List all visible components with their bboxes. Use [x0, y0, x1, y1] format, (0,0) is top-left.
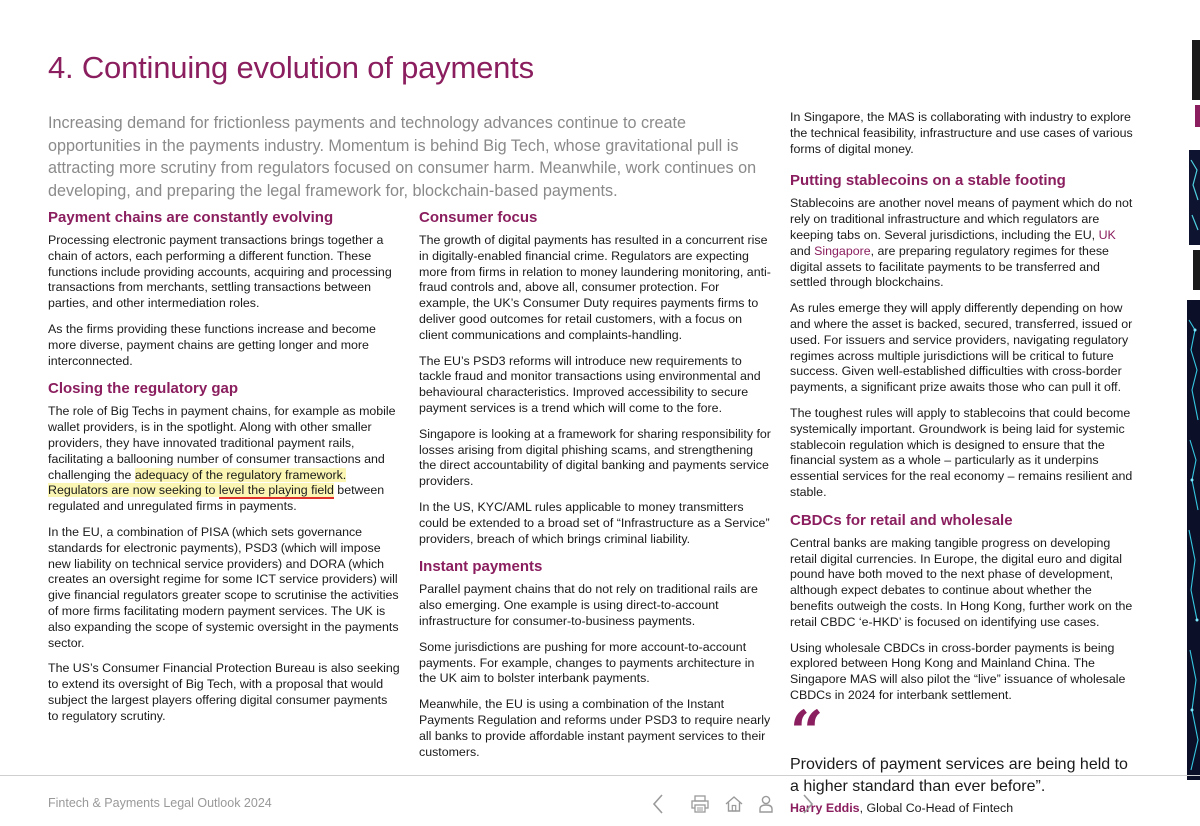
paragraph [790, 196, 1135, 291]
paragraph: Singapore is looking at a framework for sharing responsibility for losses arising from digital phishing scams, and strengthening the direct accountability of digital banking and payments service providers. [419, 426, 771, 489]
section-heading: Payment chains are constantly evolving [48, 209, 334, 226]
section-heading: CBDCs for retail and wholesale [790, 511, 1013, 529]
quote-text: Providers of payment services are being held to a higher standard than ever before”. [790, 755, 1128, 795]
paragraph: The EU’s PSD3 reforms will introduce new requirements to tackle fraud and monitor transactions using environmental and behavioural characteristics. Improved accessibility to secure payment services is a trend which will come to the fore. [419, 353, 761, 415]
section-consumer-focus [419, 208, 771, 547]
paragraph: Meanwhile, the EU is using a combination of the Instant Payments Regulation and reforms under PSD3 to require nearly all banks to provide affordable instant payment services to their customers. [419, 697, 771, 759]
section-heading: Consumer focus [419, 209, 538, 226]
decorative-circuit-art [1183, 0, 1200, 800]
paragraph: As rules emerge they will apply differently depending on how and where the asset is backed, secured, transferred, issued or used. For issuers and service providers, navigating regulatory regimes across multiple jurisdictions will be critical to future success. Given well-established difficulties with cross-border payments, a significant prize awaits those who can pull it off. [790, 301, 1133, 395]
section-heading: Putting stablecoins on a stable footing [790, 172, 1066, 190]
quote-author: Harry Eddis [790, 800, 860, 815]
section-instant-payments [419, 557, 771, 760]
chevron-left-icon[interactable] [646, 792, 670, 816]
paragraph: As the firms providing these functions increase and become more diverse, payment chains are getting longer and more interconnected. [48, 321, 376, 368]
section-stablecoins [790, 171, 1135, 500]
section-regulatory-gap [48, 379, 400, 724]
paragraph: The growth of digital payments has resulted in a concurrent rise in digitally-enabled financial crime. Regulators are expecting more from firms in relation to money laundering monitoring, anti-fraud controls and, above all, consumer protection. For example, the UK’s Consumer Duty requires payments firms to deliver good outcomes for retail customers, with a focus on client communications and complaints-handling. [419, 233, 771, 342]
footer-title: Fintech & Payments Legal Outlook 2024 [48, 796, 272, 810]
paragraph: In the US, KYC/AML rules applicable to money transmitters could be extended to a broad set of “Infrastructure as a Service” providers, breach of which brings criminal liability. [419, 499, 770, 546]
link-singapore[interactable]: Singapore [814, 243, 871, 258]
print-icon[interactable] [688, 792, 712, 816]
paragraph: In the EU, a combination of PISA (which sets governance standards for electronic payments), PSD3 (which will impose new liability on technical service providers) and DORA (which creates an oversight regime for some ICT service providers) will give financial regulators greater scope to scrutinise the activities of more firms facilitating modern payment services. The UK is also expanding the scope of systemic oversight in the payments sector. [48, 524, 399, 650]
paragraph: Central banks are making tangible progress on developing retail digital currencies. In Europe, the digital euro and digital pound have both moved to the next phase of development, although expect debates to continue about whether the benefits outweigh the costs. In Hong Kong, further work on the retail CBDC ‘e-HKD’ is focused on identifying use cases. [790, 535, 1133, 629]
pull-quote [790, 697, 1135, 817]
quote-attribution [790, 801, 1135, 817]
section-heading: Instant payments [419, 558, 543, 576]
column-3 [790, 110, 1135, 817]
section-cbdcs [790, 511, 1135, 704]
paragraph [48, 404, 400, 515]
text-run: Stablecoins are another novel means of payment which do not rely on traditional infrastructure and which regulators are keeping tabs on. Several jurisdictions, including the EU, [790, 196, 1133, 242]
section-heading: Closing the regulatory gap [48, 380, 239, 398]
chevron-right-icon[interactable] [796, 792, 820, 816]
text-run: The role of Big Techs in payment chains, for example as mobile wallet providers, is in the spotlight. Along with other smaller providers, they have innovated traditional payment rails, facilitating a ballooning number of consumer transactions and challenging the [48, 404, 396, 482]
underlined-highlight: level the playing field [218, 483, 334, 498]
intro-paragraph: Increasing demand for frictionless payments and technology advances continue to create opportunities in the payments industry. Momentum is behind Big Tech, whose gravitational pull is attracting more scrutiny from regulators focused on consumer harm. Meanwhile, work continues on developing, and preparing the legal framework for, blockchain-based payments. [48, 114, 757, 200]
text-run: between regulated and unregulated firms in payments. [48, 483, 385, 514]
home-icon[interactable] [722, 792, 746, 816]
column-1 [48, 208, 400, 735]
paragraph: Parallel payment chains that do not rely on traditional rails are also emerging. One example is using direct-to-account infrastructure for consumer-to-business payments. [419, 582, 758, 628]
paragraph: The US’s Consumer Financial Protection Bureau is also seeking to extend its oversight of Big Tech, with a proposal that would subject the largest players offering digital consumer payments to regulatory scrutiny. [48, 661, 400, 723]
page-title: 4. Continuing evolution of payments [48, 50, 534, 85]
link-uk[interactable]: UK [1098, 227, 1116, 242]
highlighted-text: adequacy of the regulatory framework. Regulators are now seeking to [48, 467, 347, 498]
paragraph: Using wholesale CBDCs in cross-border payments is being explored between Hong Kong and Mainland China. The Singapore MAS will also pilot the “live” issuance of wholesale CBDCs in 2024 for interbank settlement. [790, 640, 1126, 702]
quote-mark-icon: “ [790, 697, 824, 766]
quote-role: , Global Co-Head of Fintech [859, 800, 1014, 815]
text-run: and [790, 243, 815, 258]
user-icon[interactable] [754, 792, 778, 816]
text-run: , are preparing regulatory regimes for these digital assets to facilitate payments to be transferred and settled through blockchains. [790, 243, 1109, 290]
paragraph: Some jurisdictions are pushing for more account-to-account payments. For example, changes to payments architecture in the UK aim to bolster interbank payments. [419, 639, 755, 686]
column-2 [419, 208, 771, 770]
footer-divider [0, 775, 1200, 776]
paragraph: Processing electronic payment transactions brings together a chain of actors, each performing a different function. These functions include providing accounts, acquiring and processing transactions from merchants, settling transactions between parties, and other intermediation roles. [48, 233, 392, 311]
section-payment-chains [48, 208, 400, 369]
paragraph: The toughest rules will apply to stablecoins that could become systemically important. Groundwork is being laid for systemic stablecoin regulation which is designed to ensure that the financial system as a whole – particularly as it underpins essential services for the real economy – remains resilient and stable. [790, 405, 1133, 499]
paragraph: In Singapore, the MAS is collaborating with industry to explore the technical feasibility, infrastructure and use cases of various forms of digital money. [790, 110, 1133, 156]
